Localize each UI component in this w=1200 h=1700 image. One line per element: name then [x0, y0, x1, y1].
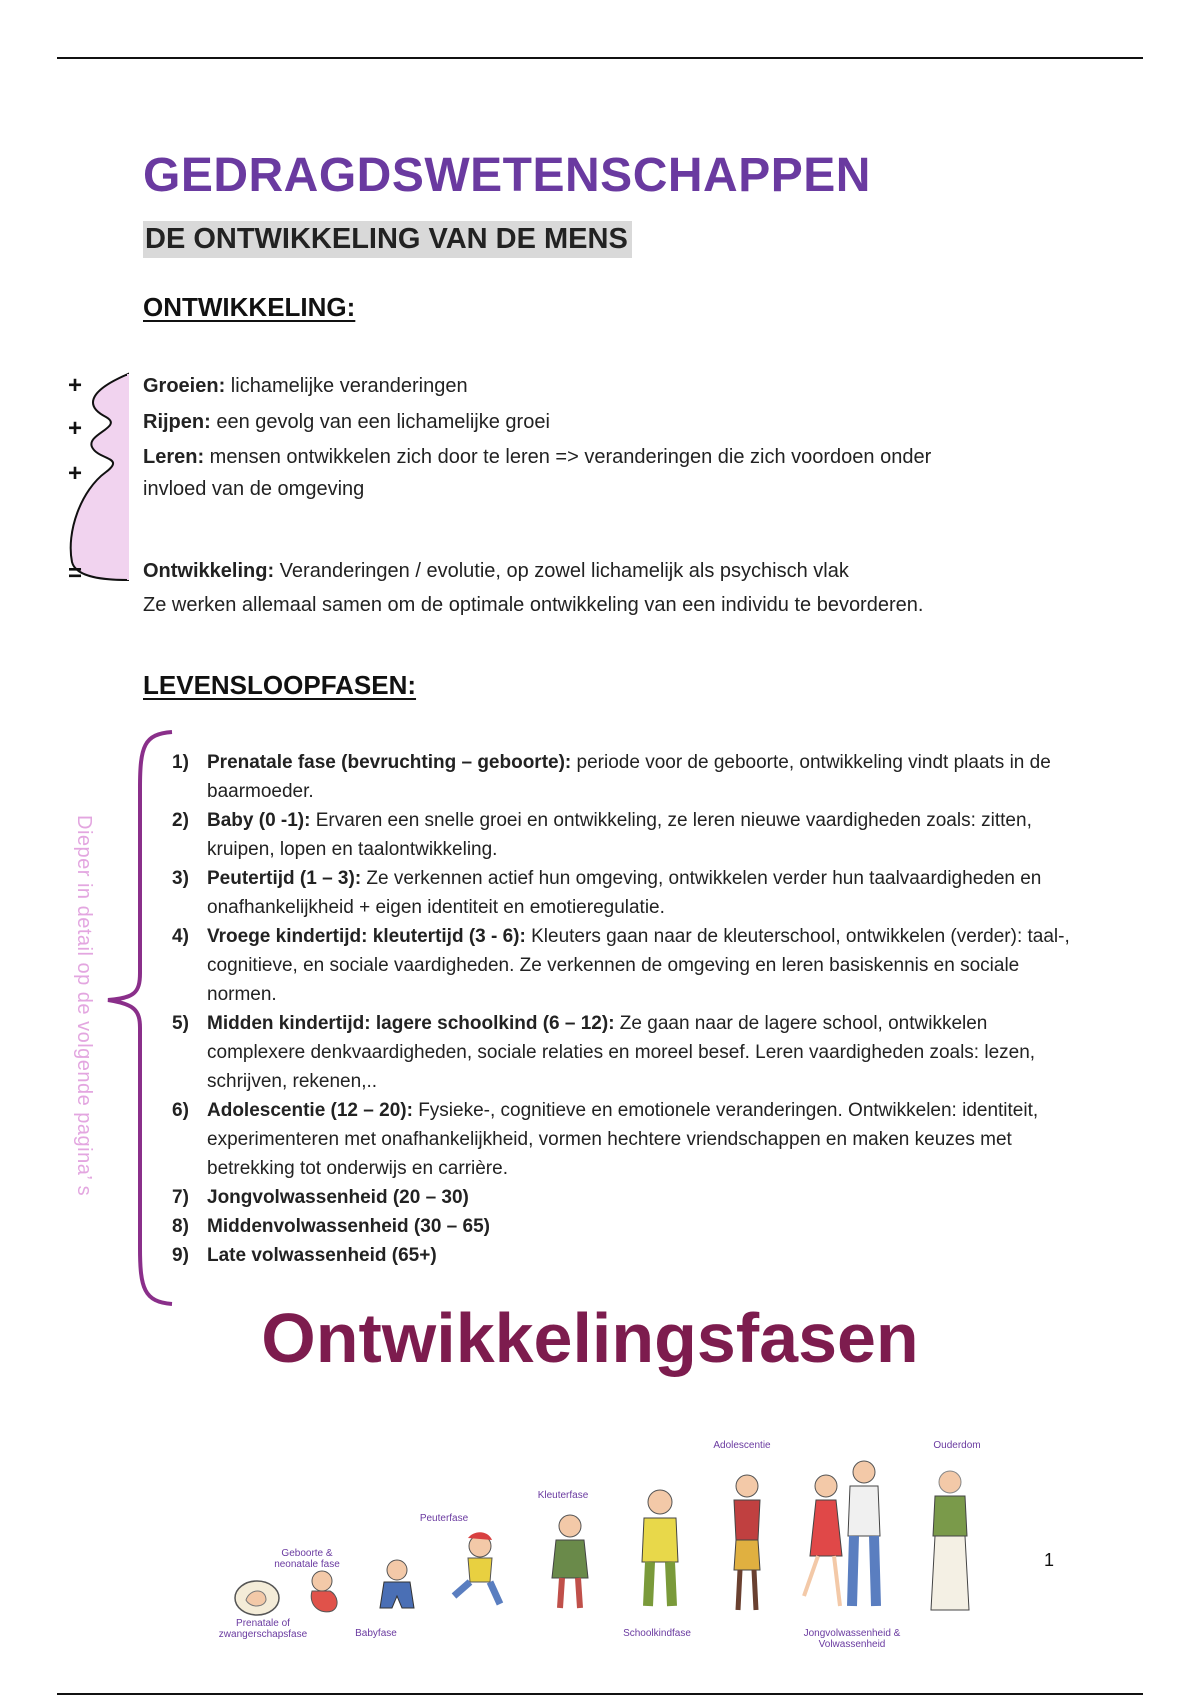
leren-line-2: invloed van de omgeving [143, 478, 365, 500]
schoolchild-figure [630, 1484, 690, 1614]
item-number: 1) [172, 752, 189, 773]
leren-label: Leren: [143, 446, 205, 468]
summary-line: Ze werken allemaal samen om de optimale ontwikkeling van een individu te bevorderen. [143, 594, 924, 616]
page-number: 1 [1044, 1550, 1055, 1570]
item-label: Adolescentie (12 – 20): [207, 1100, 413, 1121]
lifespan-list [172, 748, 1072, 1270]
item-label: Jongvolwassenheid (20 – 30) [207, 1187, 469, 1208]
item-text [207, 806, 1072, 864]
ontwikkeling-line [143, 560, 849, 583]
ontwikkeling-text: Veranderingen / evolutie, op zowel lichamelijk als psychisch vlak [274, 560, 849, 582]
item-label: Midden kindertijd: lagere schoolkind (6 – 12): [207, 1013, 615, 1034]
kleuter-figure [540, 1508, 600, 1618]
item-label: Baby (0 -1): [207, 810, 311, 831]
item-number: 4) [172, 926, 189, 947]
item-label: Vroege kindertijd: kleutertijd (3 - 6): [207, 926, 526, 947]
list-item [172, 1096, 1072, 1183]
side-note: Dieper in detail op de volgende pagina’ s [73, 815, 95, 1197]
top-rule [57, 57, 1143, 59]
list-item [172, 1212, 1072, 1241]
item-text [207, 1096, 1072, 1183]
plus-sign-1: + [68, 372, 83, 399]
item-description: periode voor de geboorte, ontwikkeling vindt plaats in de baarmoeder. [207, 752, 1051, 802]
plus-sign-2: + [68, 415, 83, 442]
groeien-text: lichamelijke veranderingen [225, 375, 468, 397]
list-item [172, 864, 1072, 922]
equals-sign: = [68, 560, 83, 587]
item-text [207, 864, 1072, 922]
item-number: 6) [172, 1100, 189, 1121]
item-text [207, 1183, 1072, 1212]
adolescent-figure [722, 1470, 772, 1615]
item-number: 7) [172, 1187, 189, 1208]
toddler-figure [440, 1530, 510, 1610]
baby-figure [372, 1556, 422, 1624]
item-label: Prenatale fase (bevruchting – geboorte): [207, 752, 572, 773]
figure-title: Ontwikkelingsfasen [261, 1299, 919, 1377]
ontwikkeling-label: Ontwikkeling: [143, 560, 275, 582]
item-number: 2) [172, 810, 189, 831]
label-birth: Geboorte & neonatale fase [274, 1548, 340, 1570]
leren-line [143, 446, 931, 469]
list-item [172, 806, 1072, 864]
list-item [172, 1183, 1072, 1212]
label-adult: Jongvolwassenheid & Volwassenheid [803, 1628, 901, 1650]
list-item [172, 1009, 1072, 1096]
item-description: Ze verkennen actief hun omgeving, ontwikkelen verder hun taalvaardigheden en onafhankelijkheid + eigen identiteit en emotieregulatie. [207, 868, 1042, 918]
plus-sign-3: + [68, 460, 83, 487]
prenatal-figure [232, 1578, 282, 1618]
item-text [207, 1241, 1072, 1270]
item-description: Kleuters gaan naar de kleuterschool, ontwikkelen (verder): taal-, cognitieve, en sociale vaardigheden. Ze verkennen de omgeving en leren basiskennis en sociale normen. [207, 926, 1070, 1005]
label-prenatal: Prenatale of zwangerschapsfase [218, 1618, 308, 1640]
groeien-label: Groeien: [143, 375, 226, 397]
rijpen-text: een gevolg van een lichamelijke groei [210, 411, 550, 433]
groeien-line [143, 375, 468, 398]
list-item [172, 1241, 1072, 1270]
item-label: Middenvolwassenheid (30 – 65) [207, 1216, 490, 1237]
label-school: Schoolkindfase [623, 1628, 691, 1639]
item-label: Late volwassenheid (65+) [207, 1245, 437, 1266]
item-text [207, 1212, 1072, 1241]
item-number: 8) [172, 1216, 189, 1237]
leren-text: mensen ontwikkelen zich door te leren => veranderingen die zich voordoen onder [204, 446, 932, 468]
section-heading-levensloopfasen: LEVENSLOOPFASEN: [143, 670, 417, 700]
label-toddler: Peuterfase [419, 1513, 469, 1524]
newborn-figure [300, 1565, 350, 1620]
item-description: Ervaren een snelle groei en ontwikkeling, ze leren nieuwe vaardigheden zoals: zitten, kruipen, lopen en taalontwikkeling. [207, 810, 1032, 860]
document-subtitle: DE ONTWIKKELING VAN DE MENS [143, 221, 632, 258]
item-label: Peutertijd (1 – 3): [207, 868, 362, 889]
item-number: 9) [172, 1245, 189, 1266]
section-heading-ontwikkeling: ONTWIKKELING: [143, 292, 356, 322]
label-adolescent: Adolescentie [713, 1440, 771, 1451]
curly-brace [104, 728, 174, 1308]
bottom-rule [57, 1693, 1143, 1695]
item-number: 3) [172, 868, 189, 889]
item-description: Fysieke-, cognitieve en emotionele veranderingen. Ontwikkelen: identiteit, experimenteren met onafhankelijkheid, vormen hechtere vriendschappen en maken keuzes met betrekking tot onderwijs en carrière. [207, 1100, 1039, 1179]
item-text [207, 922, 1072, 1009]
item-number: 5) [172, 1013, 189, 1034]
rijpen-line [143, 411, 550, 434]
document-title: GEDRAGDSWETENSCHAPPEN [143, 149, 871, 202]
label-elderly: Ouderdom [933, 1440, 981, 1451]
brace-path [108, 732, 172, 1304]
elderly-figure [925, 1466, 975, 1616]
item-text [207, 1009, 1072, 1096]
rijpen-label: Rijpen: [143, 411, 211, 433]
label-baby: Babyfase [355, 1628, 397, 1639]
item-description: Ze gaan naar de lagere school, ontwikkelen complexere denkvaardigheden, sociale relaties en moreel besef. Leren vaardigheden zoals: lezen, schrijven, rekenen,.. [207, 1013, 1036, 1092]
adults-figure [796, 1456, 896, 1616]
label-kleuter: Kleuterfase [537, 1490, 589, 1501]
list-item [172, 922, 1072, 1009]
list-item [172, 748, 1072, 806]
item-text [207, 748, 1072, 806]
